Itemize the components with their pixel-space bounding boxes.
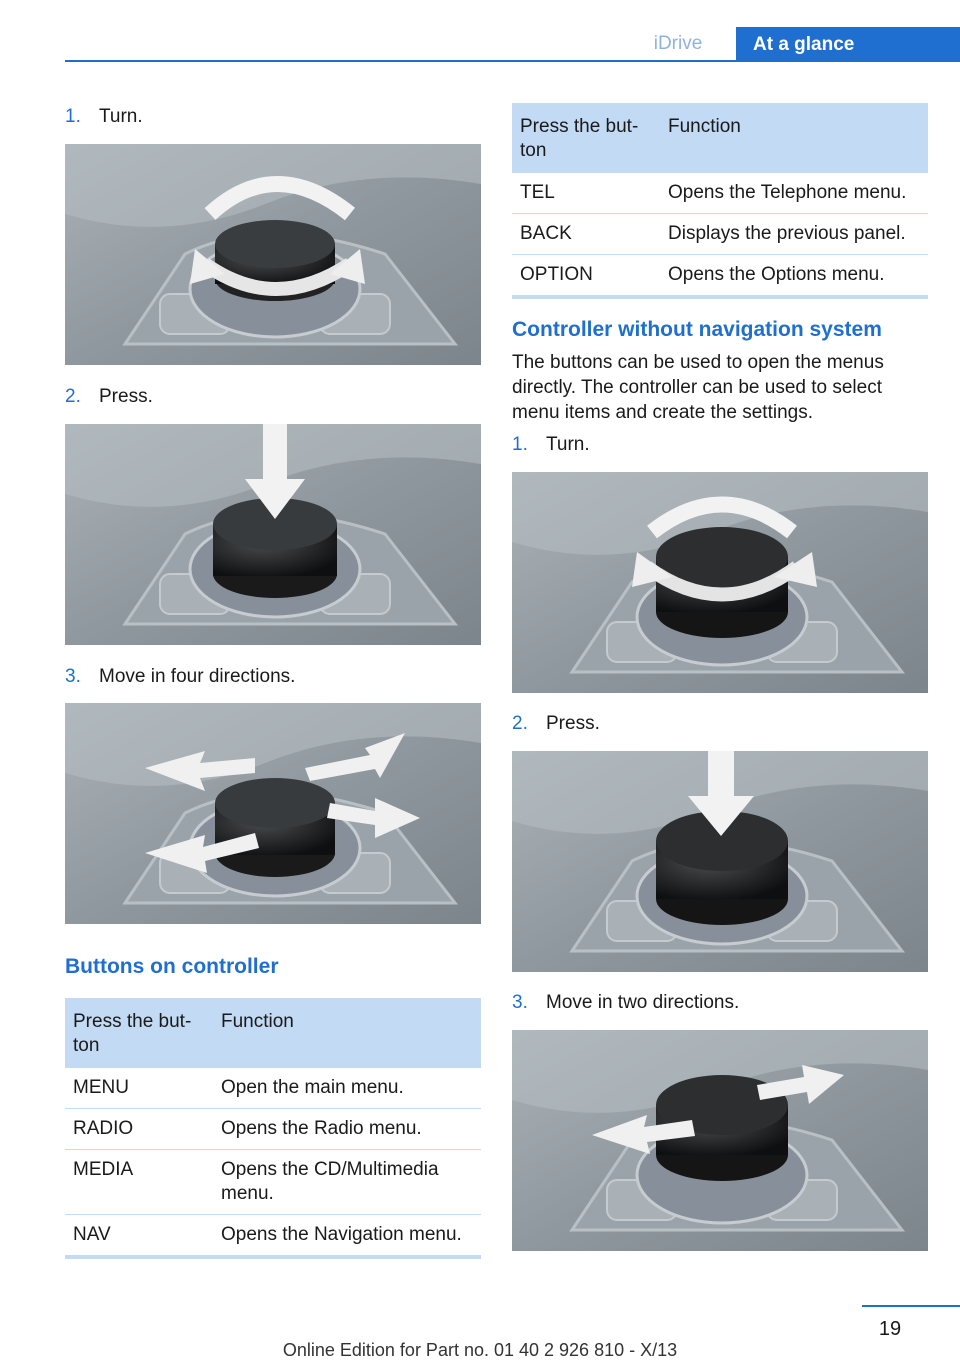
button-name: MEDIA — [65, 1150, 213, 1215]
button-name: BACK — [512, 214, 660, 255]
left-step-1 — [65, 106, 143, 128]
step-text: Press. — [99, 386, 153, 407]
controller-turn-photo — [65, 144, 481, 365]
table-row — [65, 1215, 481, 1258]
controller-move-four-photo — [65, 703, 481, 924]
table-header-button: Press the but- ton — [65, 998, 213, 1068]
right-step-3 — [512, 992, 739, 1014]
controller-press-photo — [65, 424, 481, 645]
right-buttons-table — [512, 103, 928, 299]
step-number: 3. — [65, 666, 81, 687]
table-row — [512, 214, 928, 255]
intro-paragraph: The buttons can be used to open the menus directly. The controller can be used to select menu items and create the settings. — [512, 352, 884, 423]
table-header-function: Function — [213, 998, 481, 1068]
table-row — [65, 1109, 481, 1150]
step-number: 2. — [65, 386, 81, 407]
right-step-2 — [512, 713, 600, 735]
header-section-title: iDrive — [653, 33, 703, 54]
controller-move-two-photo — [512, 1030, 928, 1251]
step-text: Press. — [546, 713, 600, 734]
button-function: Opens the Telephone menu. — [660, 173, 928, 214]
step-text: Turn. — [99, 106, 143, 127]
button-function: Opens the CD/Multimedia menu. — [213, 1150, 481, 1215]
step-text: Turn. — [546, 434, 590, 455]
header-rule — [65, 60, 960, 62]
step-number: 3. — [512, 992, 528, 1013]
button-name: RADIO — [65, 1109, 213, 1150]
step-number: 2. — [512, 713, 528, 734]
button-function: Opens the Options menu. — [660, 255, 928, 298]
step-text: Move in two directions. — [546, 992, 740, 1013]
buttons-on-controller-heading: Buttons on controller — [65, 955, 279, 978]
right-step-1 — [512, 434, 590, 456]
table-row — [512, 173, 928, 214]
button-function: Opens the Radio menu. — [213, 1109, 481, 1150]
table-row — [65, 1150, 481, 1215]
button-function: Open the main menu. — [213, 1068, 481, 1109]
button-name: TEL — [512, 173, 660, 214]
footer-edition-text: Online Edition for Part no. 01 40 2 926 810 - X/13 — [282, 1340, 678, 1360]
left-step-2 — [65, 386, 153, 408]
button-function: Displays the previous panel. — [660, 214, 928, 255]
button-name: MENU — [65, 1068, 213, 1109]
step-number: 1. — [65, 106, 81, 127]
table-row — [65, 1068, 481, 1109]
step-text: Move in four directions. — [99, 666, 296, 687]
page-number: 19 — [878, 1318, 902, 1340]
table-header-function: Function — [660, 103, 928, 173]
page-number-rule — [862, 1305, 960, 1307]
left-buttons-table — [65, 998, 481, 1259]
left-step-3 — [65, 666, 295, 688]
header-chapter-tab: At a glance — [736, 27, 960, 62]
controller-turn-photo-2 — [512, 472, 928, 693]
button-function: Opens the Navigation menu. — [213, 1215, 481, 1258]
controller-press-photo-2 — [512, 751, 928, 972]
controller-without-navigation-heading: Controller without navigation system — [512, 318, 882, 341]
button-name: NAV — [65, 1215, 213, 1258]
button-name: OPTION — [512, 255, 660, 298]
step-number: 1. — [512, 434, 528, 455]
table-row — [512, 255, 928, 298]
table-header-button: Press the but- ton — [512, 103, 660, 173]
